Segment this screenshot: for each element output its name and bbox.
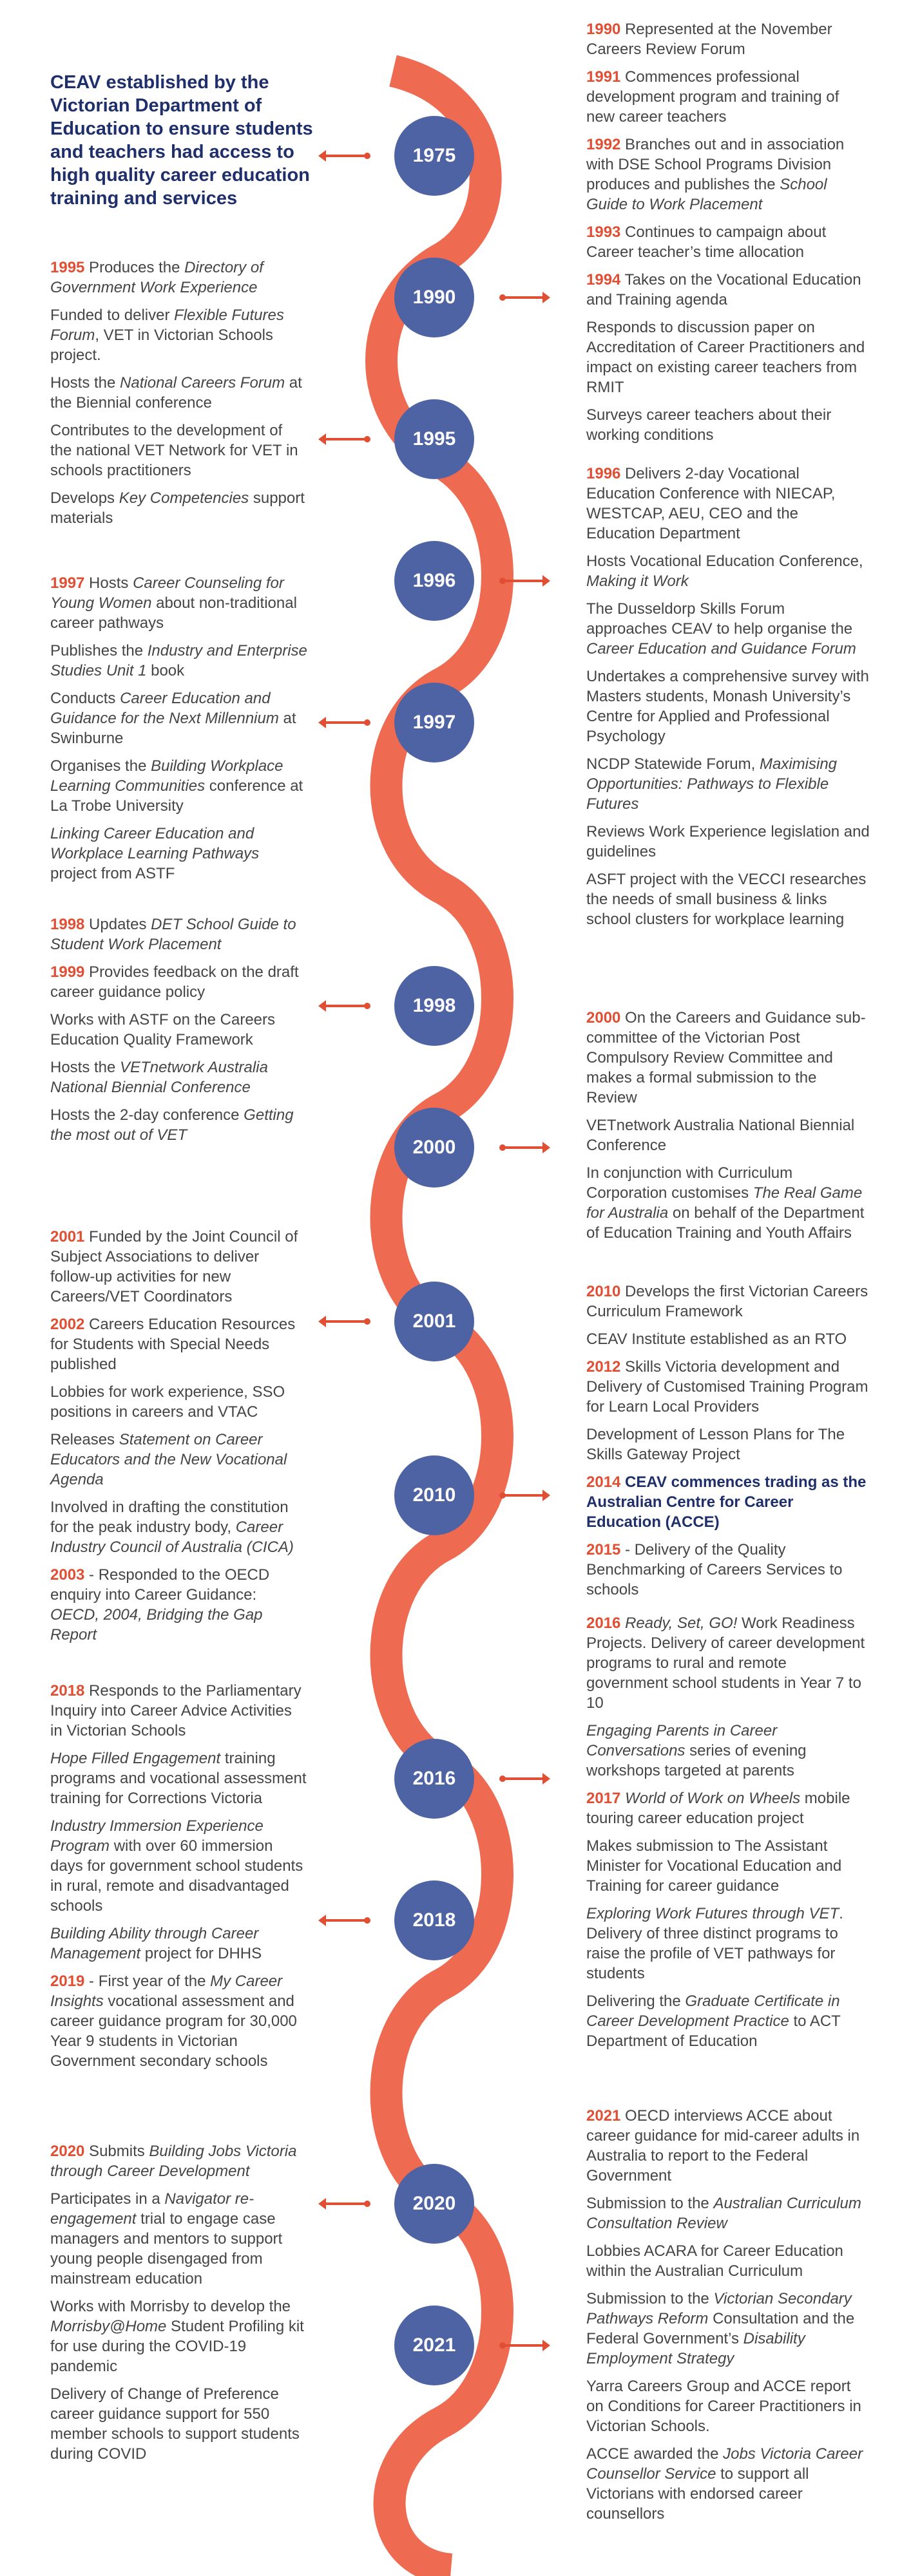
entry-title: School Guide to Work Placement [586,176,827,213]
year-node-1990: 1990 [394,258,474,337]
year-node-1975: 1975 [394,116,474,196]
entry-text: - Responded to the OECD enquiry into Career Guidance: [50,1566,270,1604]
year-node-2016: 2016 [394,1739,474,1819]
left-entry [50,1681,308,1741]
entry-text: Hosts [84,574,133,592]
entry-title: Career Industry Council of Australia (CICA) [50,1519,294,1556]
left-entry [50,2297,308,2376]
entry-year: 2018 [50,1682,85,1700]
entry-text: Responds to the Parliamentary Inquiry into Career Advice Activities in Victorian Schools [50,1682,302,1739]
entry-text: project from ASTF [50,865,175,882]
entry-text: Submission to the [586,2195,714,2212]
left-entry [50,1748,308,1808]
connector-1998-arrow [321,1005,366,1007]
left-entry [50,2141,308,2181]
left-entry [50,573,308,633]
entry-text: to ACT Department of Education [586,2012,841,2050]
entry-text: OECD interviews ACCE about career guidance for mid-career adults in Australia to report to the Federal Government [586,2107,860,2184]
connector-1995-arrow [321,438,366,440]
year-node-1995: 1995 [394,399,474,479]
entry-text: VETnetwork Australia National Biennial Conference [586,1117,855,1154]
right-entry [586,1329,870,1349]
left-entry [50,1105,308,1145]
entry-title: Statement on Career Educators and the New Vocational Agenda [50,1431,287,1488]
left-entry [50,1565,308,1645]
entry-text: Updates [84,916,151,933]
entry-text: conference at La Trobe University [50,777,303,815]
year-node-2000: 2000 [394,1108,474,1188]
entry-title: Directory of Government Work Experience [50,259,264,296]
entry-title: Building Jobs Victoria through Career Development [50,2143,297,2180]
entry-text: ASFT project with the VECCI researches the needs of small business & links school clusters for workplace learning [586,871,867,928]
entry-text: - Delivery of the Quality Benchmarking of Careers Services to schools [586,1541,843,1598]
right-entry [586,1836,870,1896]
entry-year: 1994 [586,271,621,289]
entry-text: trial to engage case managers and mentors to support young people disengaged from mainstream education [50,2210,283,2287]
entry-title: Victorian Secondary Pathways Reform [586,2290,852,2327]
entry-title: Jobs Victoria Career Counsellor Service [586,2445,863,2483]
left-entry [50,421,308,480]
entry-year: 2017 [586,1790,621,1807]
entry-text: Careers Education Resources for Students with Special Needs published [50,1316,296,1373]
entry-title: Career Counseling for Young Women [50,574,284,612]
left-entry [50,1816,308,1916]
left-entry [50,373,308,413]
left-entry [50,914,308,954]
left-entry [50,756,308,816]
year-node-2020: 2020 [394,2164,474,2244]
entry-year: 1990 [586,21,621,38]
entry-title: Career Education and Guidance for the Next Millennium [50,690,279,727]
entry-title: Getting the most out of VET [50,1106,294,1144]
entry-title: Industry and Enterprise Studies Unit 1 [50,642,307,679]
right-entry [586,2106,870,2186]
entry-text: Makes submission to The Assistant Minister for Vocational Education and Training for career guidance [586,1837,842,1895]
right-entry [586,754,870,814]
entry-text: Delivering the [586,1993,686,2010]
entry-text: Develops the first Victorian Careers Curriculum Framework [586,1283,868,1320]
right-entry [586,1115,870,1155]
entry-text: Lobbies ACARA for Career Education within the Australian Curriculum [586,2242,843,2280]
entry-text: Work Readiness Projects. Delivery of career development programs to rural and remote government school students in Year 7 to 10 [586,1615,865,1712]
right-entry [586,599,870,659]
right-entry-group [586,19,870,453]
connector-2021-arrow [503,2344,548,2347]
entry-text: ACCE awarded the [586,2445,724,2463]
entry-text: Funded by the Joint Council of Subject Associations to deliver follow-up activities for new Careers/VET Coordinators [50,1228,298,1305]
right-entry-group [586,1613,870,2059]
connector-1997-arrow [321,721,366,724]
entry-title: Graduate Certificate in Career Development Practice [586,1993,840,2030]
entry-text: Produces the [84,259,185,276]
year-node-2021: 2021 [394,2306,474,2385]
left-entry [50,1497,308,1557]
year-node-1998: 1998 [394,966,474,1046]
right-entry [586,317,870,397]
entry-highlight: CEAV commences trading as the Australian Centre for Career Education (ACCE) [586,1473,867,1531]
connector-1995-dot [364,436,370,442]
entry-year: 2000 [586,1009,621,1027]
right-entry [586,1613,870,1713]
entry-text: Contributes to the development of the national VET Network for VET in schools practitioners [50,422,298,479]
entry-text: Organises the [50,757,151,775]
year-node-2010: 2010 [394,1455,474,1535]
entry-text: Submits [84,2143,149,2160]
page-heading: CEAV established by the Victorian Department of Education to ensure students and teachers had access to high quality career education training and services [50,72,313,209]
entry-title: My Career Insights [50,1973,283,2010]
entry-title: DET School Guide to Student Work Placement [50,916,296,953]
entry-text: Delivery of Change of Preference career guidance support for 550 member schools to support students during COVID [50,2385,300,2463]
right-entry [586,1472,870,1532]
entry-title: Flexible Futures Forum [50,307,284,344]
right-entry [586,405,870,445]
right-entry [586,1008,870,1108]
left-entry [50,1924,308,1964]
entry-title: Engaging Parents in Career Conversations [586,1722,778,1759]
entry-year: 2014 [586,1473,621,1491]
right-entry [586,2289,870,2369]
entry-title: Hope Filled Engagement [50,1750,221,1767]
left-entry [50,641,308,681]
entry-year: 2003 [50,1566,85,1584]
entry-text: Conducts [50,690,120,707]
entry-title: Building Workplace Learning Communities [50,757,283,795]
entry-title: Career Education and Guidance Forum [586,640,856,658]
entry-text: - First year of the [84,1973,211,1990]
entry-year: 2002 [50,1316,85,1333]
year-node-2001: 2001 [394,1282,474,1361]
right-entry [586,1904,870,1984]
entry-year: 2010 [586,1283,621,1300]
left-entry-group [50,1681,308,2079]
right-entry [586,2444,870,2524]
left-entry-group [50,1227,308,1653]
entry-year: 2016 [586,1615,621,1632]
year-node-2018: 2018 [394,1880,474,1960]
connector-2010-arrow [503,1494,548,1497]
entry-text: Takes on the Vocational Education and Training agenda [586,271,861,308]
right-entry [586,2241,870,2281]
entry-text: Hosts the [50,374,120,392]
left-entry [50,1227,308,1307]
entry-text: . Delivery of three distinct programs to raise the profile of VET pathways for students [586,1905,843,1982]
entry-title: National Careers Forum [120,374,285,392]
entry-text: Participates in a [50,2190,165,2208]
entry-text: project for DHHS [140,1945,262,1962]
entry-text: Skills Victoria development and Delivery of Customised Training Program for Learn Local Providers [586,1358,868,1416]
entry-text: Represented at the November Careers Review Forum [586,21,832,58]
connector-2020-dot [364,2201,370,2207]
entry-text: Undertakes a comprehensive survey with Masters students, Monash University’s Centre for Applied and Professional Psychology [586,668,869,745]
entry-text: Consultation and the Federal Government’s [586,2310,855,2347]
entry-text: Surveys career teachers about their working conditions [586,406,832,444]
entry-text: support materials [50,489,305,527]
year-node-1997: 1997 [394,683,474,762]
entry-year: 2021 [586,2107,621,2125]
right-entry [586,667,870,746]
entry-title: Industry Immersion Experience Program [50,1817,264,1855]
entry-text: Responds to discussion paper on Accreditation of Career Practitioners and impact on existing career teachers from RMIT [586,319,865,396]
connector-2001-dot [364,1318,370,1325]
entry-text: Works with Morrisby to develop the [50,2298,291,2315]
right-entry [586,270,870,310]
entry-year: 1997 [50,574,85,592]
connector-2016-arrow [503,1777,548,1780]
left-entry [50,688,308,748]
entry-text: Branches out and in association with DSE School Programs Division produces and publishes the [586,136,845,193]
entry-text: Publishes the [50,642,148,659]
entry-text: Provides feedback on the draft career guidance policy [50,963,299,1001]
entry-text: Funded to deliver [50,307,175,324]
entry-text: Continues to campaign about Career teacher’s time allocation [586,223,827,261]
right-entry [586,2193,870,2233]
entry-text: In conjunction with Curriculum Corporation customises [586,1164,793,1202]
right-entry-group [586,464,870,937]
right-entry [586,822,870,862]
entry-year: 1999 [50,963,85,981]
right-entry-group [586,1008,870,1251]
entry-text: about non-traditional career pathways [50,594,297,632]
entry-text: with over 60 immersion days for government school students in rural, remote and disadvantaged schools [50,1837,303,1915]
left-entry [50,2189,308,2289]
entry-year: 2001 [50,1228,85,1245]
right-entry-group [586,2106,870,2532]
entry-title: Maximising Opportunities: Pathways to Flexible Futures [586,755,838,813]
entry-text: Involved in drafting the constitution for the peak industry body, [50,1499,289,1536]
right-entry [586,19,870,59]
entry-text: Yarra Careers Group and ACCE report on Conditions for Career Practitioners in Victorian Schools. [586,2378,861,2435]
entry-text: mobile touring career education project [586,1790,850,1827]
entry-year: 1991 [586,68,621,86]
left-entry [50,2384,308,2464]
entry-text: , VET in Victorian Schools project. [50,327,273,364]
entry-title: World of Work on Wheels [625,1790,801,1807]
right-entry [586,1357,870,1417]
right-entry [586,1721,870,1781]
connector-1996-arrow [503,580,548,582]
left-entry [50,1010,308,1050]
connector-2018-arrow [321,1919,366,1922]
left-entry-group [50,258,308,536]
entry-text: Commences professional development program and training of new career teachers [586,68,839,126]
right-entry [586,551,870,591]
entry-title: Linking Career Education and Workplace Learning Pathways [50,825,260,862]
entry-text: Development of Lesson Plans for The Skills Gateway Project [586,1426,845,1463]
entry-title: Morrisby@Home [50,2318,167,2335]
entry-text: on behalf of the Department of Education Training and Youth Affairs [586,1204,865,1242]
connector-1975-arrow [321,155,366,157]
left-entry [50,488,308,528]
entry-title: Disability Employment Strategy [586,2330,805,2367]
left-entry-group [50,573,308,891]
right-entry [586,1540,870,1600]
right-entry [586,2376,870,2436]
left-entry [50,962,308,1002]
right-entry [586,869,870,929]
left-entry [50,1430,308,1490]
right-entry [586,1282,870,1321]
connector-2001-arrow [321,1320,366,1323]
entry-text: at the Biennial conference [50,374,302,412]
entry-text: Submission to the [586,2290,714,2307]
entry-text: Student Profiling kit for use during the COVID-19 pandemic [50,2318,304,2375]
entry-text: Releases [50,1431,119,1448]
entry-title: Building Ability through Career Management [50,1925,259,1962]
entry-text: Lobbies for work experience, SSO positions in careers and VTAC [50,1383,285,1421]
connector-2000-arrow [503,1146,548,1149]
entry-year: 2015 [586,1541,621,1558]
entry-text: Reviews Work Experience legislation and guidelines [586,823,870,860]
right-entry-group [586,1282,870,1607]
entry-text: Hosts Vocational Education Conference, [586,553,863,570]
entry-year: 2012 [586,1358,621,1376]
connector-1998-dot [364,1003,370,1009]
right-entry [586,67,870,127]
entry-text: Delivers 2-day Vocational Education Conference with NIECAP, WESTCAP, AEU, CEO and the Education Department [586,465,836,542]
right-entry [586,1788,870,1828]
entry-year: 1995 [50,259,85,276]
entry-year: 2019 [50,1973,85,1990]
left-entry [50,1382,308,1422]
entry-title: Exploring Work Futures through VET [586,1905,839,1922]
right-entry [586,222,870,262]
connector-1990-arrow [503,296,548,299]
left-entry [50,1314,308,1374]
connector-1975-dot [364,153,370,159]
entry-text: CEAV Institute established as an RTO [586,1331,847,1348]
entry-title: OECD, 2004, Bridging the Gap Report [50,1606,263,1643]
entry-text: Hosts the [50,1059,120,1076]
connector-2020-arrow [321,2202,366,2205]
entry-text: training programs and vocational assessment training for Corrections Victoria [50,1750,307,1807]
entry-title: VETnetwork Australia National Biennial Conference [50,1059,268,1096]
connector-1997-dot [364,719,370,726]
right-entry [586,1163,870,1243]
left-entry-group [50,914,308,1153]
right-entry [586,135,870,214]
entry-text: NCDP Statewide Forum, [586,755,760,773]
left-entry [50,824,308,884]
entry-text: The Dusseldorp Skills Forum approaches CEAV to help organise the [586,600,853,638]
entry-title: Making it Work [586,573,689,590]
entry-text: On the Careers and Guidance sub-committee of the Victorian Post Compulsory Review Committee and makes a formal submission to the Review [586,1009,866,1106]
right-entry [586,1991,870,2051]
entry-text: vocational assessment and career guidance program for 30,000 Year 9 students in Victorian Government secondary schools [50,1993,297,2070]
connector-2018-dot [364,1917,370,1924]
entry-title: Key Competencies [119,489,249,507]
right-entry [586,1425,870,1464]
entry-text: Develops [50,489,119,507]
entry-title: Navigator re-engagement [50,2190,254,2228]
entry-year: 1998 [50,916,85,933]
left-entry-group [50,2141,308,2472]
entry-text: book [146,662,185,679]
entry-text: at Swinburne [50,710,296,747]
entry-text: to support all Victorians with endorsed career counsellors [586,2465,809,2523]
entry-text: Works with ASTF on the Careers Education Quality Framework [50,1011,276,1048]
entry-text: series of evening workshops targeted at parents [586,1742,807,1779]
entry-year: 2020 [50,2143,85,2160]
left-entry [50,305,308,365]
entry-title: Ready, Set, GO! [625,1615,738,1632]
entry-year: 1993 [586,223,621,241]
left-entry [50,1057,308,1097]
left-entry [50,258,308,298]
year-node-1996: 1996 [394,541,474,621]
left-entry [50,1971,308,2071]
entry-year: 1996 [586,465,621,482]
entry-title: The Real Game for Australia [586,1184,863,1222]
entry-title: Australian Curriculum Consultation Review [586,2195,861,2232]
right-entry [586,464,870,544]
entry-text: Hosts the 2-day conference [50,1106,244,1124]
entry-year: 1992 [586,136,621,153]
